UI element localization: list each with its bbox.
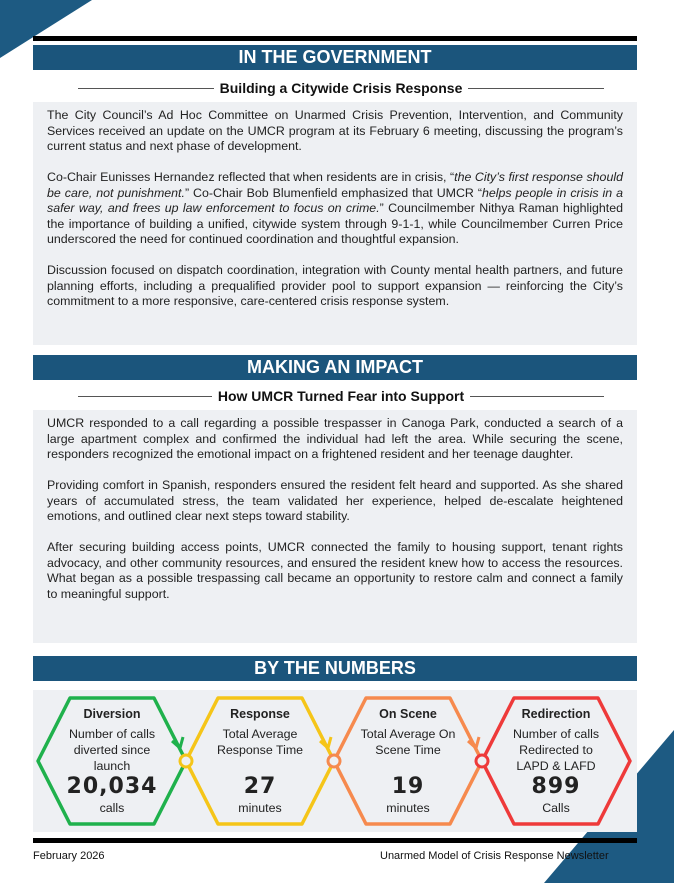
paragraph: Co-Chair Eunisses Hernandez reflected that when residents are in crisis, “the City’s first response should be care, not punishment.” Co-Chair Bob Blumenfield emphasized that UMCR “helps people in crisis in a safer way, and frees up law enforcement to focus on crime.” Councilmember Nithya Raman highlighted the importance of building a unified, citywide system through 9-1-1, while Councilmember Curren Price underscored the need for continued coordination and thoughtful expansion. xyxy=(47,170,623,246)
stat-unit: Calls xyxy=(542,801,570,815)
subheading-government xyxy=(78,80,604,96)
stat-desc: Number of calls Redirected to LAPD & LAFD xyxy=(512,727,600,773)
stat-desc: Total Average On Scene Time xyxy=(360,727,456,757)
paragraph: The City Council’s Ad Hoc Committee on Unarmed Crisis Prevention, Intervention, and Community Services received an update on the UMCR program at its February 6 meeting, discussing the program’s current status and next phase of development. xyxy=(47,108,623,153)
subheading-text: How UMCR Turned Fear into Support xyxy=(217,388,465,404)
section-heading-impact: MAKING AN IMPACT xyxy=(33,355,637,380)
government-article xyxy=(33,102,637,345)
stat-unit: calls xyxy=(99,801,125,815)
paragraph: Discussion focused on dispatch coordination, integration with County mental health partners, and future planning efforts, including a prequalified provider pool to support expansion — reinforcing the City’s commitment to a more responsive, care-centered crisis response system. xyxy=(47,263,623,308)
stat-unit: minutes xyxy=(386,801,430,815)
stat-title: Diversion xyxy=(83,707,141,721)
stat-title: Redirection xyxy=(521,707,591,721)
stat-value: 19 xyxy=(391,774,425,799)
paragraph: UMCR responded to a call regarding a possible trespasser in Canoga Park, conducted a search of a large apartment complex and confirmed the individual had left the area. While securing the scene, responders recognized the emotional impact on a frightened resident and her teenage daughter. xyxy=(47,416,623,461)
stat-desc: Total Average Response Time xyxy=(216,727,304,757)
stat-value: 899 xyxy=(531,774,581,799)
subheading-text: Building a Citywide Crisis Response xyxy=(219,80,463,96)
stat-title: Response xyxy=(230,707,290,721)
subheading-impact xyxy=(78,388,604,404)
stat-response xyxy=(186,690,334,832)
stat-unit: minutes xyxy=(238,801,282,815)
paragraph: After securing building access points, UMCR connected the family to housing support, tenant rights advocacy, and other community resources, and ensured the resident knew how to access the resources. What began as a possible trespassing call became an opportunity to restore calm and connect a family to meaningful support. xyxy=(47,540,623,601)
stat-diversion xyxy=(38,690,186,832)
bottom-rule xyxy=(33,838,637,843)
stat-redirection xyxy=(482,690,630,832)
impact-article xyxy=(33,410,637,643)
section-heading-numbers: BY THE NUMBERS xyxy=(33,656,637,681)
footer-newsletter-name: Unarmed Model of Crisis Response Newsletter xyxy=(380,850,609,862)
stat-on-scene xyxy=(334,690,482,832)
section-heading-government: IN THE GOVERNMENT xyxy=(33,45,637,70)
stat-value: 20,034 xyxy=(66,774,158,799)
top-rule xyxy=(33,36,637,41)
stat-value: 27 xyxy=(243,774,277,799)
stat-desc: Number of calls diverted since launch xyxy=(68,727,156,773)
footer-date: February 2026 xyxy=(33,850,105,862)
stats-panel xyxy=(33,690,637,832)
stat-title: On Scene xyxy=(379,707,437,721)
paragraph: Providing comfort in Spanish, responders ensured the resident felt heard and supported. As she shared years of accumulated stress, the team validated her experience, helped de-escalate heightened emotions, and outlined clear next steps toward stability. xyxy=(47,478,623,523)
